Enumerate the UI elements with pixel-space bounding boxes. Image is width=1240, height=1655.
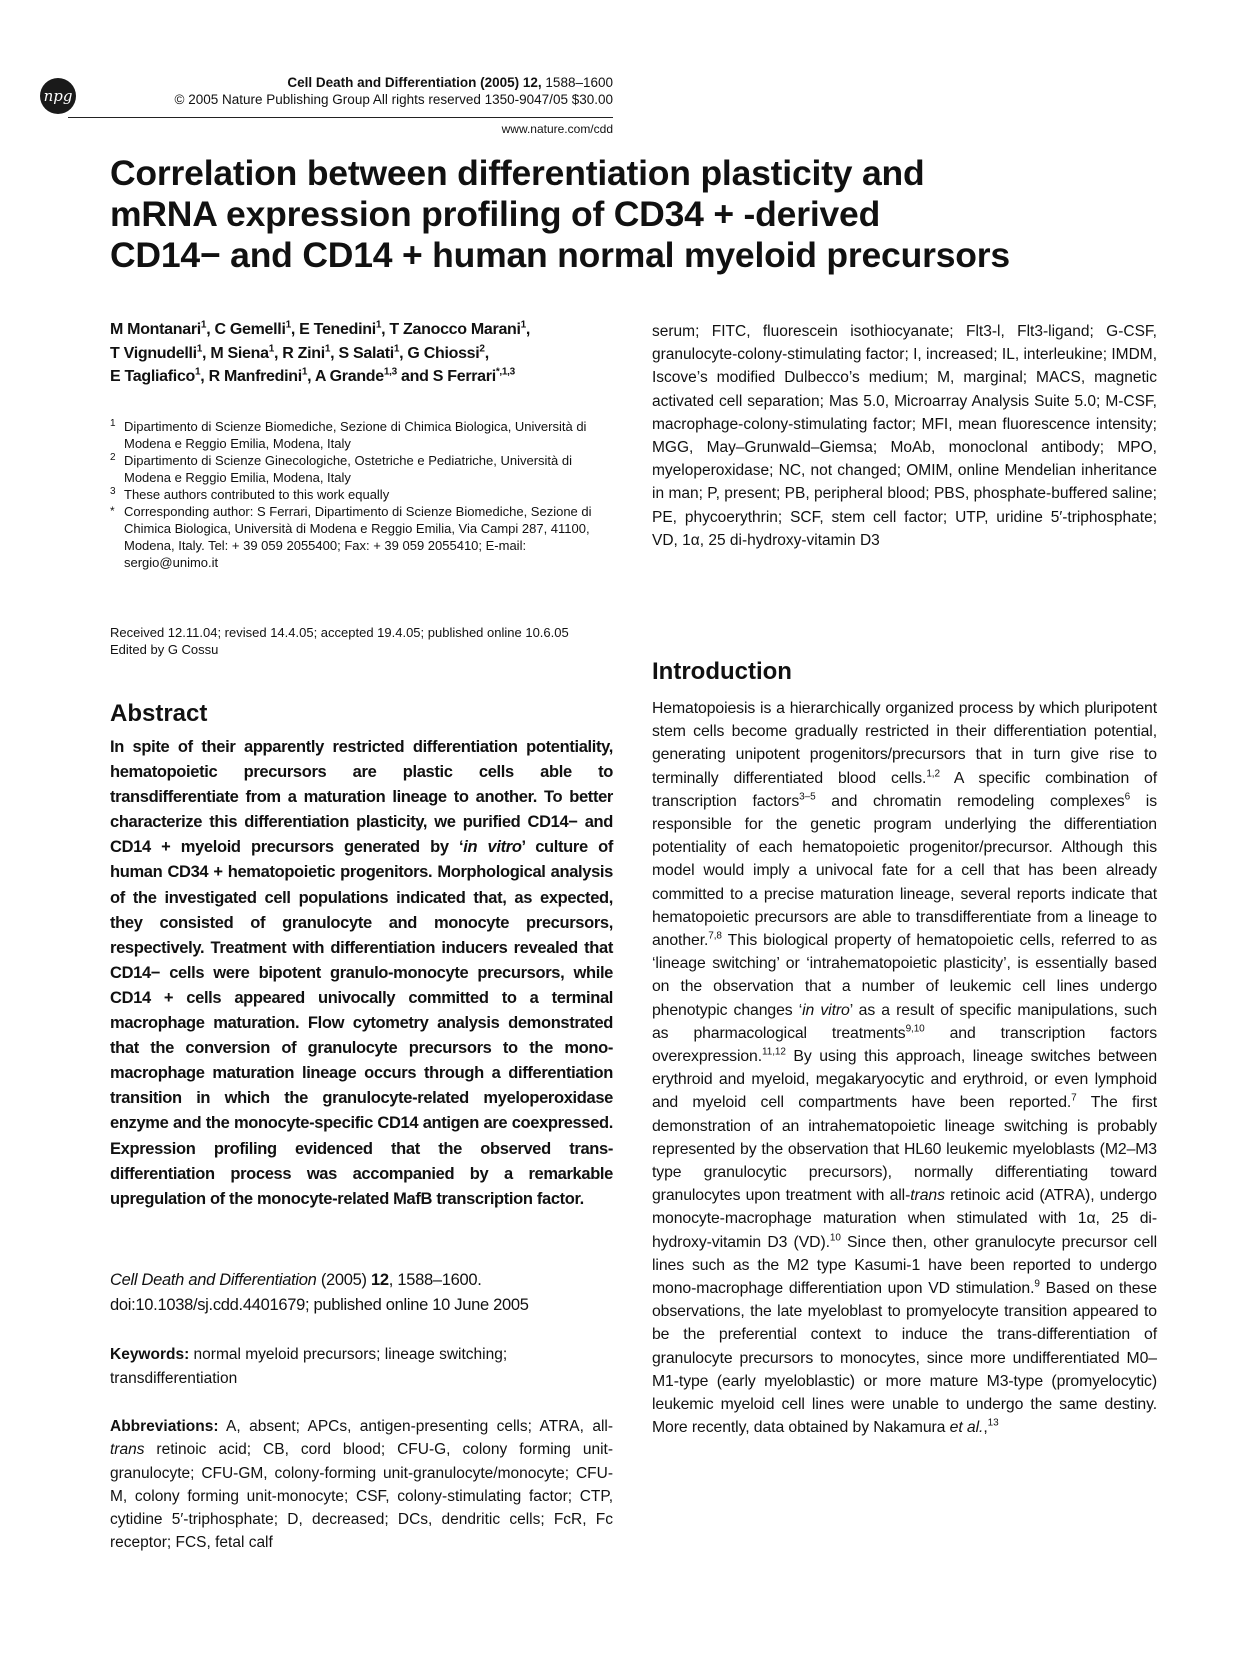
reference-mark[interactable]: 9,10: [905, 1023, 925, 1035]
affiliation-mark: 2: [110, 452, 116, 463]
header-rule: [68, 117, 613, 118]
author-affil-mark: 1: [200, 319, 207, 331]
intro-text: and chromatin remodeling complexes: [815, 792, 1125, 810]
author-list: [110, 318, 613, 389]
abbreviations: [110, 1415, 613, 1555]
intro-text: The first demonstration of an intrahematopoietic lineage switching is probably represented by the observation that HL60 leukemic myeloblasts (M2–M3 type granulocytic precursors), normally differentiating toward granulocytes upon treatment with all-: [652, 1094, 1157, 1205]
abstract-text: [110, 735, 613, 1212]
author-name: T Vignudelli: [110, 344, 197, 362]
reference-mark[interactable]: 1,2: [926, 768, 940, 780]
abbreviations-label: Abbreviations:: [110, 1418, 219, 1435]
affiliation-text: Dipartimento di Scienze Biomediche, Sezione di Chimica Biologica, Università di Modena e Reggio Emilia, Modena, Italy: [124, 419, 587, 451]
reference-mark[interactable]: 13: [987, 1418, 999, 1430]
intro-text: Hematopoiesis is a hierarchically organized process by which pluripotent stem cells become gradually restricted in their differentiation potential, generating unipotent progenitors/precursors that in turn give rise to terminally differentiated blood cells.: [652, 700, 1157, 787]
author-name: , M Siena: [202, 344, 269, 362]
author-line: T Vignudelli$^1$, M Siena$^1$, R Zini$^1$, S Salati$^1$, G Chiossi$^2$,: [110, 343, 489, 362]
intro-text: Based on these observations, the late myeloblast to promyelocyte transition appeared to be the preferential context to induce the trans-differentiation of granulocyte precursors to monocytes, since more undifferentiated M0–M1-type (early myeloblastic) or more mature M3-type (promyelocytic) leukemic myeloid cell lines were unable to undergo the same destiny. More recently, data obtained by Nakamura: [652, 1280, 1157, 1437]
copyright-line: © 2005 Nature Publishing Group All rights reserved 1350-9047/05 $30.00: [174, 92, 613, 107]
author-affil-mark: *,1,3: [495, 366, 515, 378]
intro-text: ’ as a result of specific manipulations, such as pharmacological treatments: [652, 1001, 1158, 1042]
title-line: CD14− and CD14 + human normal myeloid precursors: [110, 235, 1010, 275]
citation-line: [110, 1268, 613, 1293]
author-affil-mark: 1: [195, 366, 201, 378]
affiliation-item: [110, 452, 613, 486]
abbreviations-italic: trans: [110, 1441, 145, 1459]
title-line: Correlation between differentiation plasticity and: [110, 153, 925, 193]
received-dates: [110, 624, 613, 658]
author-affil-mark: 1: [301, 366, 308, 378]
author-name: M Montanari: [110, 321, 201, 338]
abstract-italic: in vitro: [463, 838, 522, 857]
author-name: E Tagliafico: [110, 368, 196, 385]
journal-website-link[interactable]: www.nature.com/cdd: [501, 122, 613, 136]
intro-italic: trans: [910, 1187, 945, 1205]
citation-doi[interactable]: doi:10.1038/sj.cdd.4401679; published online 10 June 2005: [110, 1296, 529, 1314]
author-affil-mark: 1,3: [383, 366, 397, 378]
citation-pages: , 1588–1600.: [388, 1271, 482, 1289]
author-affil-mark: 1: [285, 319, 291, 331]
keywords-label: Keywords:: [110, 1346, 190, 1363]
reference-mark[interactable]: 3–5: [799, 791, 816, 803]
journal-header: [150, 74, 613, 108]
affiliation-text: Dipartimento di Scienze Ginecologiche, Ostetriche e Pediatriche, Università di Modena e Reggio Emilia, Modena, Italy: [124, 453, 572, 485]
abstract-heading: Abstract: [110, 700, 208, 727]
editor-line: Edited by G Cossu: [110, 642, 219, 657]
abbreviations-continued: serum; FITC, fluorescein isothiocyanate; Flt3-l, Flt3-ligand; G-CSF, granulocyte-colony-stimulating factor; I, increased; IL, interleukine; IMDM, Iscove’s modified Dulbecco’s medium; M, marginal; MACS, magnetic activated cell separation; Mas 5.0, Microarray Analysis Suite 5.0; M-CSF, macrophage-colony-stimulating factor; MFI, mean fluorescence intensity; MGG, May–Grunwald–Giemsa; MoAb, monoclonal antibody; MPO, myeloperoxidase; NC, not changed; OMIM, online Mendelian inheritance in man; P, present; PB, peripheral blood; PBS, phosphate-buffered saline; PE, phycoerythrin; SCF, stem cell factor; UTP, uridine 5′-triphosphate; VD, 1α, 25 di-hydroxy-vitamin D3: [652, 323, 1157, 549]
corresponding-author: [110, 503, 613, 571]
affiliation-mark: 3: [110, 486, 116, 497]
author-affil-mark: 1: [375, 319, 382, 331]
intro-text: Since then, other granulocyte precursor cell lines such as the M2 type Kasumi-1 have been reported to undergo mono-macrophage differentiation upon VD stimulation.: [652, 1233, 1157, 1298]
citation: [110, 1268, 613, 1318]
journal-name: Cell Death and Differentiation (2005) 12,: [287, 75, 542, 90]
author-affil-mark: 1: [324, 343, 331, 355]
received-line: Received 12.11.04; revised 14.4.05; accepted 19.4.05; published online 10.6.05: [110, 625, 569, 640]
reference-mark[interactable]: 6: [1124, 791, 1131, 803]
affiliations: [110, 418, 613, 571]
author-affil-mark: 1: [268, 343, 274, 355]
logo-text: npg: [43, 87, 73, 105]
author-name: , T Zanocco Marani: [381, 321, 521, 338]
introduction-text: [652, 697, 1157, 1440]
intro-text: and transcription factors overexpression.: [652, 1024, 1158, 1066]
author-name: , A Grande: [307, 368, 384, 385]
affiliation-mark: *: [110, 504, 115, 518]
author-name: , R Zini: [273, 344, 325, 362]
affiliation-text: Corresponding author: S Ferrari, Dipartimento di Scienze Biomediche, Sezione di Chimica Biologica, Università di Modena e Reggio Emilia, Via Campi 287, 41100, Modena, Italy. Tel: + 39 059 2055400; Fax: + 39 059 2055410; E-mail: sergio@unimo.it: [124, 504, 592, 570]
abbreviations-text: A, absent; APCs, antigen-presenting cells; ATRA, all-: [218, 1418, 613, 1435]
introduction-heading: Introduction: [652, 658, 792, 685]
author-name: , G Chiossi: [399, 344, 480, 362]
abstract-text-part: In spite of their apparently restricted differentiation potentiality, hematopoietic precursors are plastic cells able to transdifferentiate from a maturation lineage to another. To better characterize this differentiation plasticity, we purified CD14− and CD14 + myeloid precursors generated by ‘: [110, 738, 613, 857]
reference-mark[interactable]: 9: [1034, 1278, 1040, 1290]
citation-volume: 12: [371, 1271, 389, 1289]
author-affil-mark: 2: [479, 343, 485, 355]
intro-text: ,: [983, 1419, 988, 1437]
intro-italic: et al.: [949, 1419, 984, 1437]
author-name: , C Gemelli: [206, 321, 286, 338]
reference-mark[interactable]: 10: [829, 1232, 841, 1244]
abbreviations-text: retinoic acid; CB, cord blood; CFU-G, colony forming unit-granulocyte; CFU-GM, colony-forming unit-granulocyte/monocyte; CFU-M, colony forming unit-monocyte; CSF, colony-stimulating factor; CTP, cytidine 5′-triphosphate; D, decreased; DCs, dendritic cells; FcR, Fc receptor; FCS, fetal calf: [110, 1441, 613, 1552]
article-title: [110, 153, 1140, 276]
intro-text: retinoic acid (ATRA), undergo monocyte-macrophage maturation when stimulated with 1α, 25 di-hydroxy-vitamin D3 (VD).: [652, 1187, 1157, 1251]
affiliation-item: [110, 486, 613, 503]
intro-text: A specific combination of transcription factors: [652, 769, 1157, 810]
title-line: mRNA expression profiling of CD34 + -derived: [110, 194, 881, 234]
reference-mark[interactable]: 11,12: [762, 1046, 786, 1058]
affiliation-item: [110, 418, 613, 452]
affiliation-text: These authors contributed to this work equally: [124, 487, 390, 502]
keywords: [110, 1343, 613, 1390]
author-name: , S Salati: [330, 344, 394, 362]
author-line: M Montanari$^1$, C Gemelli$^1$, E Tenedini$^1$, T Zanocco Marani$^1$,: [110, 319, 531, 338]
journal-name-line: [150, 74, 613, 91]
affiliation-mark: 1: [110, 418, 116, 429]
journal-pages: 1588–1600: [545, 75, 613, 90]
author-name: , R Manfredini: [200, 368, 302, 385]
author-name: , E Tenedini: [290, 321, 376, 338]
keywords-text: normal myeloid precursors; lineage switching; transdifferentiation: [110, 1346, 508, 1387]
author-name: and S Ferrari: [396, 368, 496, 385]
citation-journal: Cell Death and Differentiation: [110, 1271, 317, 1289]
author-affil-mark: 1: [520, 319, 526, 331]
author-line: [110, 365, 613, 389]
npg-logo: [40, 78, 76, 114]
intro-text: is responsible for the genetic program underlying the differentiation potentiality of each hematopoietic progenitor/precursor. Although this model would imply a univocal fate for a cell that has been already committed to a precise maturation lineage, several reports indicate that hematopoietic precursors are able to transdifferentiate from a lineage to another.: [652, 792, 1157, 950]
reference-mark[interactable]: 7,8: [708, 930, 722, 942]
reference-mark[interactable]: 7: [1071, 1093, 1077, 1105]
intro-text: By using this approach, lineage switches between erythroid and myeloid, megakaryocytic and erythroid, or even lymphoid and myeloid cell compartments have been reported.: [652, 1048, 1157, 1112]
author-affil-mark: 1: [393, 343, 400, 355]
abstract-text-part: ’ culture of human CD34 + hematopoietic progenitors. Morphological analysis of the investigated cell populations indicated that, as expected, they consisted of granulocyte and monocyte precursors, respectively. Treatment with differentiation inducers revealed that CD14− cells were bipotent granulo-monocyte precursors, while CD14 + cells appeared univocally committed to a terminal macrophage maturation. Flow cytometry analysis demonstrated that the conversion of granulocyte precursors to the mono-macrophage maturation lineage occurs through a differentiation transition in which the granulocyte-related myeloperoxidase enzyme and the monocyte-specific CD14 antigen are coexpressed. Expression profiling evidenced that the observed trans-differentiation process was accompanied by a remarkable upregulation of the monocyte-related MafB transcription factor.: [110, 838, 613, 1208]
author-affil-mark: 1: [196, 343, 203, 355]
citation-year: (2005): [316, 1271, 372, 1289]
intro-italic: in vitro: [802, 1001, 850, 1019]
intro-text: This biological property of hematopoietic cells, referred to as ‘lineage switching’ or ‘intrahematopoietic plasticity’, is essentially based on the observation that a number of leukemic cell lines undergo phenotypic changes ‘: [652, 932, 1157, 1019]
